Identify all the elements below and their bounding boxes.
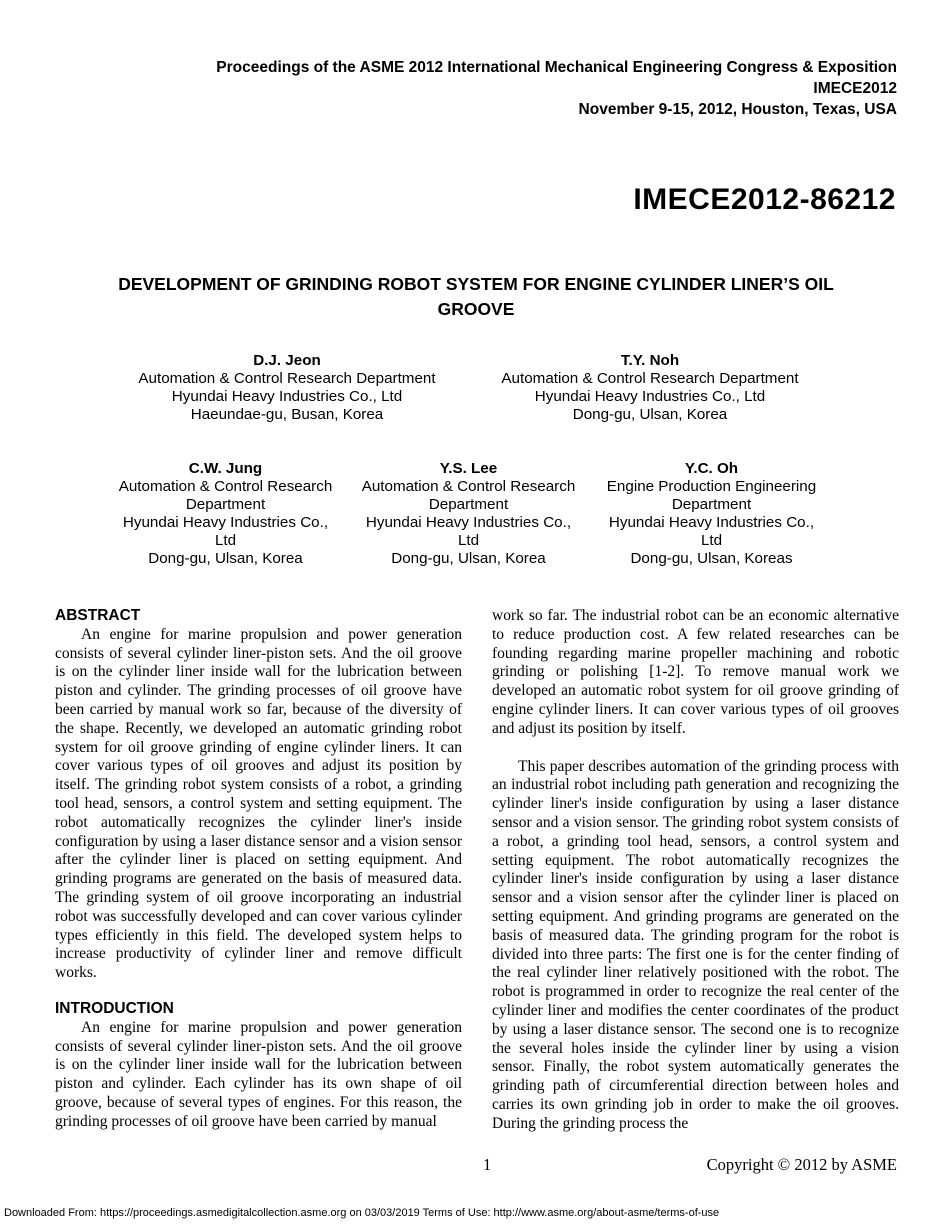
author-organization: Hyundai Heavy Industries Co., Ltd [608, 514, 815, 549]
proceedings-header-line3: November 9-15, 2012, Houston, Texas, USA [578, 101, 897, 118]
author-block-yc-oh [601, 460, 823, 568]
page-number: 1 [483, 1155, 492, 1174]
author-organization: Hyundai Heavy Industries Co., Ltd [534, 388, 766, 405]
proceedings-header-line1: Proceedings of the ASME 2012 International Mechanical Engineering Congress & Exposition [216, 59, 897, 76]
paper-title-text: DEVELOPMENT OF GRINDING ROBOT SYSTEM FOR ENGINE CYLINDER LINER’S OIL GROOVE [118, 274, 834, 319]
right-column-paragraph-2: This paper describes automation of the grinding process with an industrial robot including path generation and recognizing the cylinder liner's inside configuration by using a laser distance sensor and a vision sensor. The grinding robot system consists of a robot, a grinding tool head, sensors, a control system and setting equipment. The robot automatically recognizes the cylinder liner's inside configuration by using a laser distance sensor and a vision sensor after the cylinder liner is placed on setting equipment. And grinding programs are generated on the basis of measured data. The grinding program for the robot is divided into three parts: The first one is for the center finding of the real cylinder liner relatively positioned with the robot. The robot is programmed in order to recognize the real center of the cylinder liner and modifies the center coordinates of the product by using a laser distance sensor. The second one is to recognize the several holes inside the cylinder liner by using a vision sensor. Finally, the robot system automatically generates the grinding path of circumferential direction between holes and carries its own grinding job in order to make the oil grooves. During the grinding process the [492, 757, 899, 1132]
author-department: Automation & Control Research Department [118, 478, 333, 513]
author-department: Engine Production Engineering Department [606, 478, 817, 513]
introduction-text: An engine for marine propulsion and power generation consists of several cylinder liner-piston sets. And the oil groove is on the cylinder liner inside wall for the lubrication between piston and cylinder. Each cylinder has its own shape of oil groove, because of several types of engines. For this reason, the grinding processes of oil groove have been carried by manual [55, 1018, 462, 1130]
proceedings-header-line2: IMECE2012 [813, 80, 897, 97]
right-column-paragraph-1: work so far. The industrial robot can be an economic alternative to reduce production cost. A few related researches can be founding regarding marine propeller machining and robotic grinding or polishing [1-2]. To remove manual work we developed an automatic robot system for oil groove grinding of engine cylinder liners. It can cover various types of oil grooves and adjust its position by itself. [492, 607, 899, 737]
proceedings-header [216, 57, 897, 120]
left-column [55, 607, 462, 1134]
introduction-heading: INTRODUCTION [55, 999, 174, 1017]
author-department: Automation & Control Research Department [361, 478, 576, 513]
author-name: Y.C. Oh [684, 460, 739, 477]
author-name: T.Y. Noh [620, 352, 680, 369]
author-name: C.W. Jung [188, 460, 263, 477]
body-columns [55, 607, 899, 1134]
author-name: Y.S. Lee [439, 460, 498, 477]
authors-row-1 [47, 352, 890, 424]
paper-number: IMECE2012-86212 [633, 183, 896, 216]
author-location: Haeundae-gu, Busan, Korea [190, 406, 384, 423]
download-watermark: Downloaded From: https://proceedings.asmedigitalcollection.asme.org on 03/03/2019 Terms of Use: http://www.asme.org/about-asme/terms-of-use [4, 1207, 720, 1219]
author-block-dj-jeon [132, 352, 442, 424]
author-name: D.J. Jeon [253, 352, 321, 369]
author-department: Automation & Control Research Department [138, 370, 436, 387]
author-organization: Hyundai Heavy Industries Co., Ltd [122, 514, 329, 549]
author-organization: Hyundai Heavy Industries Co., Ltd [171, 388, 403, 405]
abstract-heading: ABSTRACT [55, 607, 141, 624]
author-organization: Hyundai Heavy Industries Co., Ltd [365, 514, 572, 549]
right-column [492, 607, 899, 1134]
authors-row-2 [47, 460, 890, 568]
author-location: Dong-gu, Ulsan, Korea [148, 550, 303, 567]
author-location: Dong-gu, Ulsan, Koreas [630, 550, 793, 567]
author-location: Dong-gu, Ulsan, Korea [391, 550, 546, 567]
author-block-ys-lee [358, 460, 580, 568]
author-block-ty-noh [495, 352, 805, 424]
author-department: Automation & Control Research Department [501, 370, 799, 387]
author-block-cw-jung [115, 460, 337, 568]
abstract-text: An engine for marine propulsion and power generation consists of several cylinder liner-piston sets. And the oil groove is on the cylinder liner inside wall for the lubrication between piston and cylinder. The grinding processes of oil groove have been carried by manual work so far, because of the diversity of the shape. Recently, we developed an automatic grinding robot system for oil groove grinding of engine cylinder liners. It can cover various types of oil grooves and adjust its position by itself. The grinding robot system consists of a robot, a grinding tool head, sensors, a control system and setting equipment. The robot automatically recognizes the cylinder liner's inside configuration by using a laser distance sensor and a vision sensor after the cylinder liner is placed on setting equipment. And grinding programs are generated on the basis of measured data. The grinding system of oil groove incorporating an industrial robot was successfully developed and can cover various cylinder types efficiently in this field. The developed system helps to increase productivity of cylinder liner and remove difficult works. [55, 625, 462, 982]
author-location: Dong-gu, Ulsan, Korea [572, 406, 728, 423]
copyright-notice: Copyright © 2012 by ASME [706, 1155, 897, 1174]
paper-title [0, 272, 952, 322]
